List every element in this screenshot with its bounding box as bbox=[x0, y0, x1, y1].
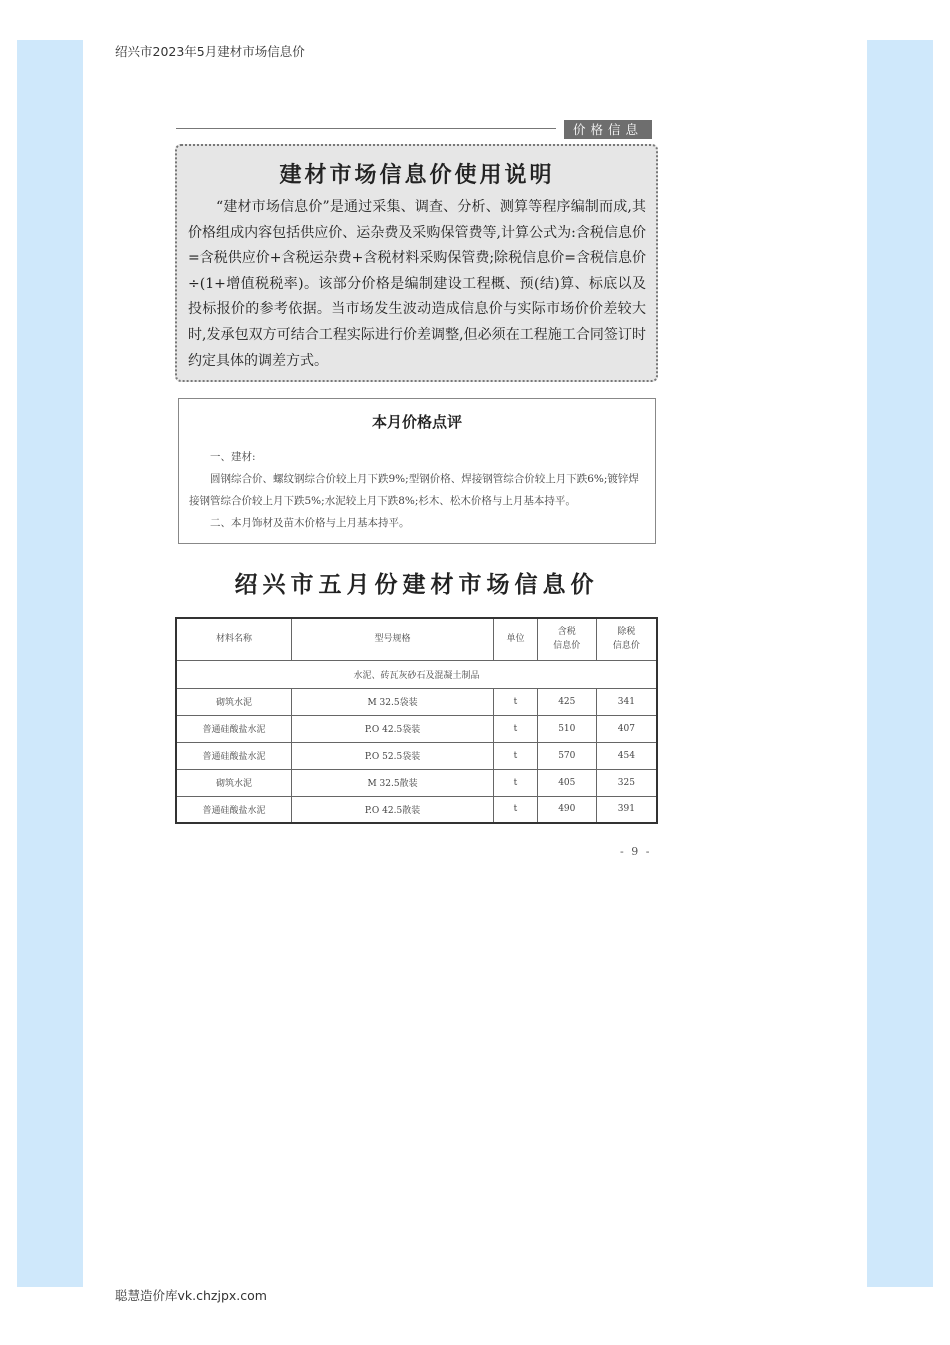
cell-tax-inclusive: 570 bbox=[537, 742, 596, 769]
review-item2: 二、本月饰材及苗木价格与上月基本持平。 bbox=[210, 517, 410, 529]
cell-spec: M 32.5袋装 bbox=[291, 688, 493, 715]
header-tax-exclusive-line2: 信息价 bbox=[612, 641, 640, 652]
cell-tax-exclusive: 407 bbox=[596, 715, 657, 742]
cell-unit: t bbox=[494, 742, 538, 769]
table-header-row bbox=[176, 618, 657, 660]
cell-tax-inclusive: 425 bbox=[537, 688, 596, 715]
cell-tax-inclusive: 405 bbox=[537, 769, 596, 796]
cell-tax-exclusive: 454 bbox=[596, 742, 657, 769]
usage-notice-box bbox=[175, 144, 658, 382]
page-number: - 9 - bbox=[620, 845, 652, 858]
table-group-row bbox=[176, 660, 657, 688]
review-item1-heading: 一、建材: bbox=[210, 451, 256, 463]
header-tax-inclusive-line2: 信息价 bbox=[553, 641, 581, 652]
cell-name: 普通硅酸盐水泥 bbox=[176, 742, 291, 769]
section-tag: 价格信息 bbox=[564, 120, 652, 139]
group-label: 水泥、砖瓦灰砂石及混凝土制品 bbox=[176, 660, 657, 688]
section-rule bbox=[176, 128, 556, 129]
running-header: 绍兴市2023年5月建材市场信息价 bbox=[115, 44, 305, 59]
price-list-title: 绍兴市五月份建材市场信息价 bbox=[234, 572, 599, 598]
header-tax-inclusive bbox=[537, 618, 596, 660]
notice-body: “建材市场信息价”是通过采集、调查、分析、测算等程序编制而成,其价格组成内容包括供应价、运杂费及采购保管费等,计算公式为:含税信息价=含税供应价+含税运杂费+含税材料采购保管费;除税信息价=含税信息价÷(1+增值税税率)。该部分价格是编制建设工程概、预(结)算、标底以及投标报价的参考依据。当市场发生波动造成信息价与实际市场价价差较大时,发承包双方可结合工程实际进行价差调整,但必须在工程施工合同签订时约定具体的调差方式。 bbox=[188, 199, 646, 369]
header-tax-exclusive-line1: 除税 bbox=[617, 627, 636, 638]
header-spec: 型号规格 bbox=[291, 618, 493, 660]
table-row bbox=[176, 769, 657, 796]
table-row bbox=[176, 688, 657, 715]
cell-spec: M 32.5散装 bbox=[291, 769, 493, 796]
cell-name: 普通硅酸盐水泥 bbox=[176, 715, 291, 742]
notice-title: 建材市场信息价使用说明 bbox=[279, 163, 555, 188]
cell-tax-exclusive: 341 bbox=[596, 688, 657, 715]
cell-spec: P.O 42.5袋装 bbox=[291, 715, 493, 742]
right-margin-band bbox=[867, 40, 933, 1287]
table-row bbox=[176, 796, 657, 823]
table-row bbox=[176, 742, 657, 769]
cell-unit: t bbox=[494, 715, 538, 742]
cell-tax-inclusive: 490 bbox=[537, 796, 596, 823]
running-footer: 聪慧造价库vk.chzjpx.com bbox=[115, 1288, 267, 1303]
table-row bbox=[176, 715, 657, 742]
cell-name: 砌筑水泥 bbox=[176, 688, 291, 715]
cell-unit: t bbox=[494, 769, 538, 796]
review-title: 本月价格点评 bbox=[371, 413, 462, 431]
header-material-name: 材料名称 bbox=[176, 618, 291, 660]
review-item1-body: 圆钢综合价、螺纹钢综合价较上月下跌9%;型钢价格、焊接钢管综合价较上月下跌6%;镀锌焊接钢管综合价较上月下跌5%;水泥较上月下跌8%;杉木、松木价格与上月基本持平。 bbox=[189, 473, 639, 507]
header-tax-inclusive-line1: 含税 bbox=[557, 627, 576, 638]
header-unit: 单位 bbox=[494, 618, 538, 660]
cell-tax-exclusive: 391 bbox=[596, 796, 657, 823]
cell-spec: P.O 42.5散装 bbox=[291, 796, 493, 823]
cell-name: 普通硅酸盐水泥 bbox=[176, 796, 291, 823]
monthly-review-box bbox=[178, 398, 656, 544]
cell-spec: P.O 52.5袋装 bbox=[291, 742, 493, 769]
header-tax-exclusive bbox=[596, 618, 657, 660]
left-margin-band bbox=[17, 40, 83, 1287]
cell-unit: t bbox=[494, 796, 538, 823]
cell-tax-inclusive: 510 bbox=[537, 715, 596, 742]
cell-name: 砌筑水泥 bbox=[176, 769, 291, 796]
cell-tax-exclusive: 325 bbox=[596, 769, 657, 796]
cell-unit: t bbox=[494, 688, 538, 715]
price-table bbox=[175, 617, 658, 824]
